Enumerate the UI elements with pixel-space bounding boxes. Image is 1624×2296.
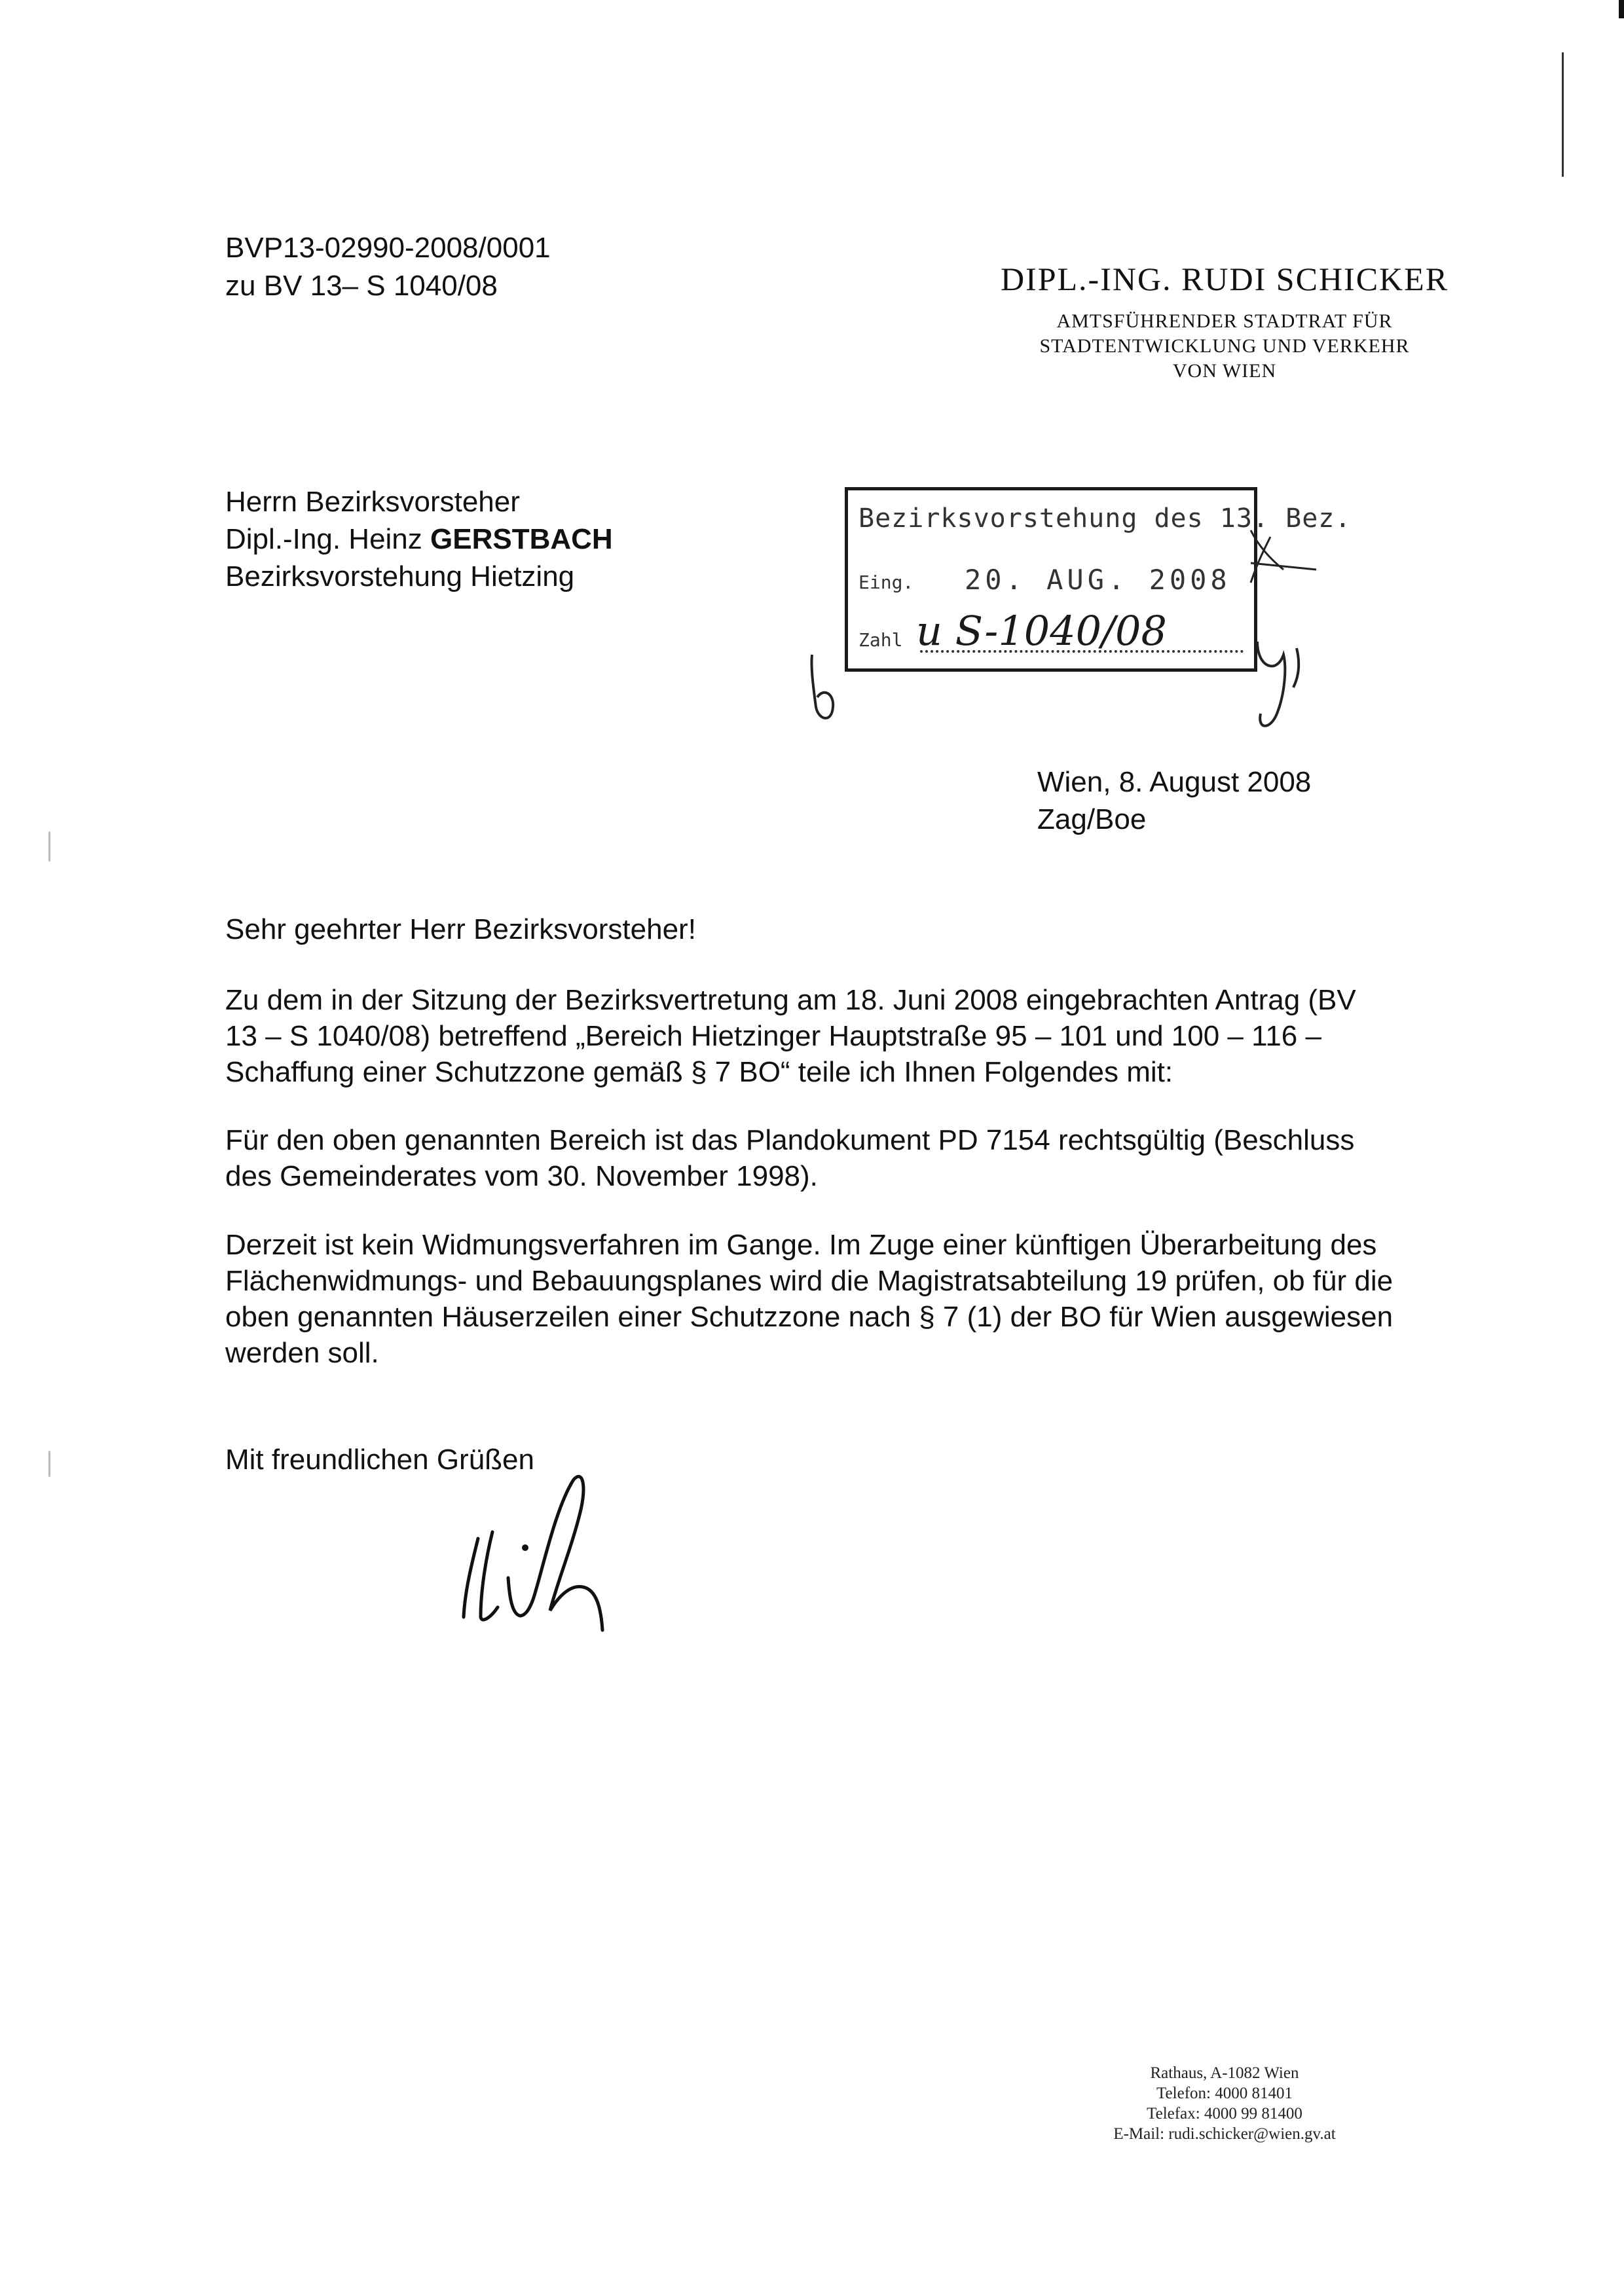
place-date: Wien, 8. August 2008	[1037, 766, 1312, 798]
date-block	[1037, 763, 1311, 838]
letter-greeting: Sehr geehrter Herr Bezirksvorsteher!	[225, 913, 696, 945]
stamp-number-label: Zahl	[858, 629, 903, 651]
letterhead	[969, 258, 1480, 384]
scan-speck	[48, 831, 50, 862]
footer-phone: Telefon: 4000 81401	[1156, 2085, 1293, 2102]
scan-edge-mark	[1619, 0, 1624, 18]
addressee-salutation: Herrn Bezirksvorsteher	[225, 486, 520, 518]
stamp-received-date: 20. AUG. 2008	[965, 564, 1231, 596]
sender-title-line: VON WIEN	[1172, 360, 1277, 382]
sender-name: DIPL.-ING. RUDI SCHICKER	[1000, 261, 1449, 297]
paragraph-text: Derzeit ist kein Widmungsverfahren im Gange. Im Zuge einer künftigen Überarbeitung des Flächenwidmungs- und Bebauungsplanes wird die Magistratsabteilung 19 prüfen, ob für die oben genannten Häuserzeilen einer Schutzzone nach § 7 (1) der BO für Wien ausgewiesen werden soll.	[225, 1229, 1393, 1369]
reference-block	[225, 229, 551, 305]
letter-paragraph	[225, 1227, 1395, 1371]
sender-title-line: STADTENTWICKLUNG UND VERKEHR	[1039, 335, 1410, 357]
letter-paragraph	[225, 982, 1395, 1090]
reference-initials: Zag/Boe	[1037, 803, 1147, 835]
contact-footer	[1074, 2063, 1375, 2144]
reference-number: BVP13-02990-2008/0001	[225, 232, 551, 264]
scan-edge-line	[1562, 52, 1564, 177]
sender-title	[969, 309, 1480, 384]
addressee-surname: GERSTBACH	[430, 523, 613, 555]
addressee-office: Bezirksvorstehung Hietzing	[225, 560, 575, 592]
footer-address: Rathaus, A-1082 Wien	[1150, 2064, 1299, 2082]
stamp-office: Bezirksvorstehung des 13. Bez.	[858, 503, 1352, 534]
paragraph-text: Zu dem in der Sitzung der Bezirksvertretung am 18. Juni 2008 eingebrachten Antrag (BV 13 – S 1040/08) betreffend „Bereich Hietzinger Hauptstraße 95 – 101 und 100 – 116 – Schaffung einer Schutzzone gemäß § 7 BO“ teile ich Ihnen Folgendes mit:	[225, 984, 1356, 1088]
addressee-block	[225, 483, 613, 595]
footer-fax: Telefax: 4000 99 81400	[1147, 2105, 1302, 2123]
addressee-name	[225, 520, 613, 558]
stamp-received-label: Eing.	[858, 572, 914, 593]
reference-case: zu BV 13– S 1040/08	[225, 270, 498, 302]
pen-mark	[1257, 642, 1299, 726]
letter-closing: Mit freundlichen Grüßen	[225, 1444, 534, 1476]
scan-speck	[48, 1451, 50, 1477]
handwritten-signature	[452, 1467, 674, 1637]
paragraph-text: Für den oben genannten Bereich ist das Plandokument PD 7154 rechtsgültig (Beschluss des Gemeinderates vom 30. November 1998).	[225, 1124, 1355, 1192]
stamp-number-handwritten: u S-1040/08	[916, 607, 1167, 655]
addressee-prefix: Dipl.-Ing. Heinz	[225, 523, 431, 555]
pen-mark	[811, 655, 833, 718]
handwritten-marks	[799, 471, 1323, 746]
sender-title-line: AMTSFÜHRENDER STADTRAT FÜR	[1056, 310, 1393, 332]
pen-mark	[1251, 530, 1316, 583]
letter-paragraph	[225, 1122, 1395, 1194]
footer-email: E-Mail: rudi.schicker@wien.gv.at	[1113, 2125, 1336, 2143]
